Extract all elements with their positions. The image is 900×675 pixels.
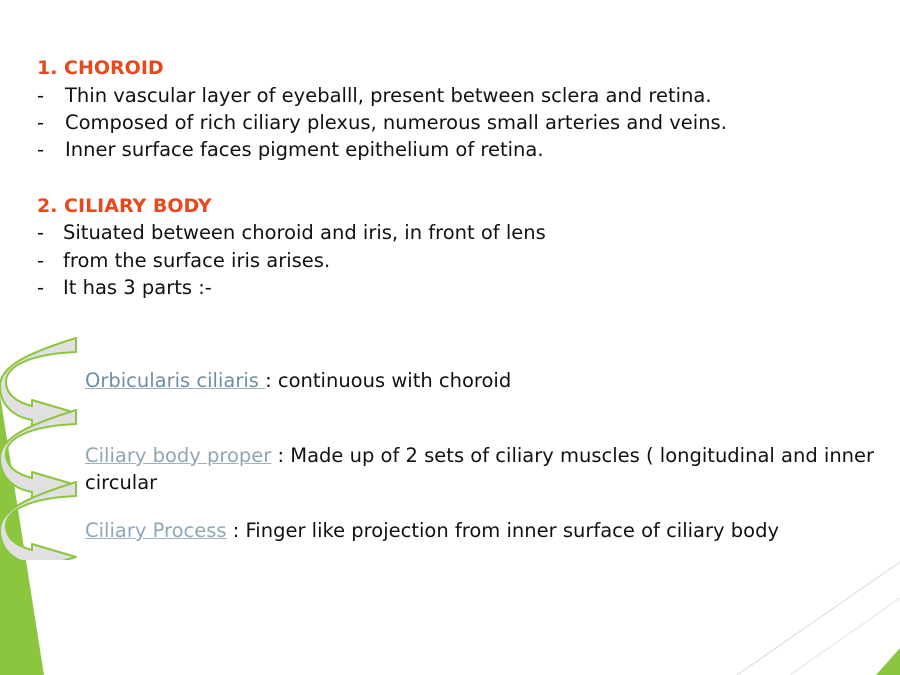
- part-ciliary-process: [85, 517, 779, 544]
- ciliary-body-proper-link[interactable]: Ciliary body proper: [85, 444, 272, 467]
- bullet-dash: -: [37, 84, 45, 107]
- corner-green-triangle: [876, 648, 900, 675]
- section-title-choroid: 1. CHOROID: [37, 57, 164, 79]
- bullet-text: It has 3 parts :-: [63, 276, 212, 299]
- bullet-text: Inner surface faces pigment epithelium of retina.: [65, 138, 544, 161]
- part-description: : Made up of 2 sets of ciliary muscles ( longitudinal and inner: [271, 444, 875, 467]
- bullet-dash: -: [37, 138, 45, 161]
- bullet-dash: -: [37, 221, 45, 244]
- part-description-continued: circular: [85, 471, 158, 494]
- section-title-ciliary-body: 2. CILIARY BODY: [37, 195, 212, 217]
- bullet-text: Thin vascular layer of eyeballl, present between sclera and retina.: [65, 84, 712, 107]
- bullet-dash: -: [37, 276, 45, 299]
- bullet-dash: -: [37, 249, 45, 272]
- bullet-text: from the surface iris arises.: [63, 249, 331, 272]
- bullet-text: Situated between choroid and iris, in front of lens: [63, 221, 546, 244]
- bullet-text: Composed of rich ciliary plexus, numerous small arteries and veins.: [65, 111, 727, 134]
- part-description: : Finger like projection from inner surface of ciliary body: [226, 519, 779, 542]
- part-description: : continuous with choroid: [265, 369, 512, 392]
- decor-line-1: [737, 562, 900, 675]
- bullet-dash: -: [37, 111, 45, 134]
- ciliary-process-link[interactable]: Ciliary Process: [85, 519, 227, 542]
- part-orbicularis-ciliaris: [85, 367, 511, 394]
- orbicularis-ciliaris-link[interactable]: Orbicularis ciliaris: [85, 369, 266, 392]
- decor-line-2: [790, 598, 900, 675]
- part-ciliary-body-proper: [85, 442, 874, 496]
